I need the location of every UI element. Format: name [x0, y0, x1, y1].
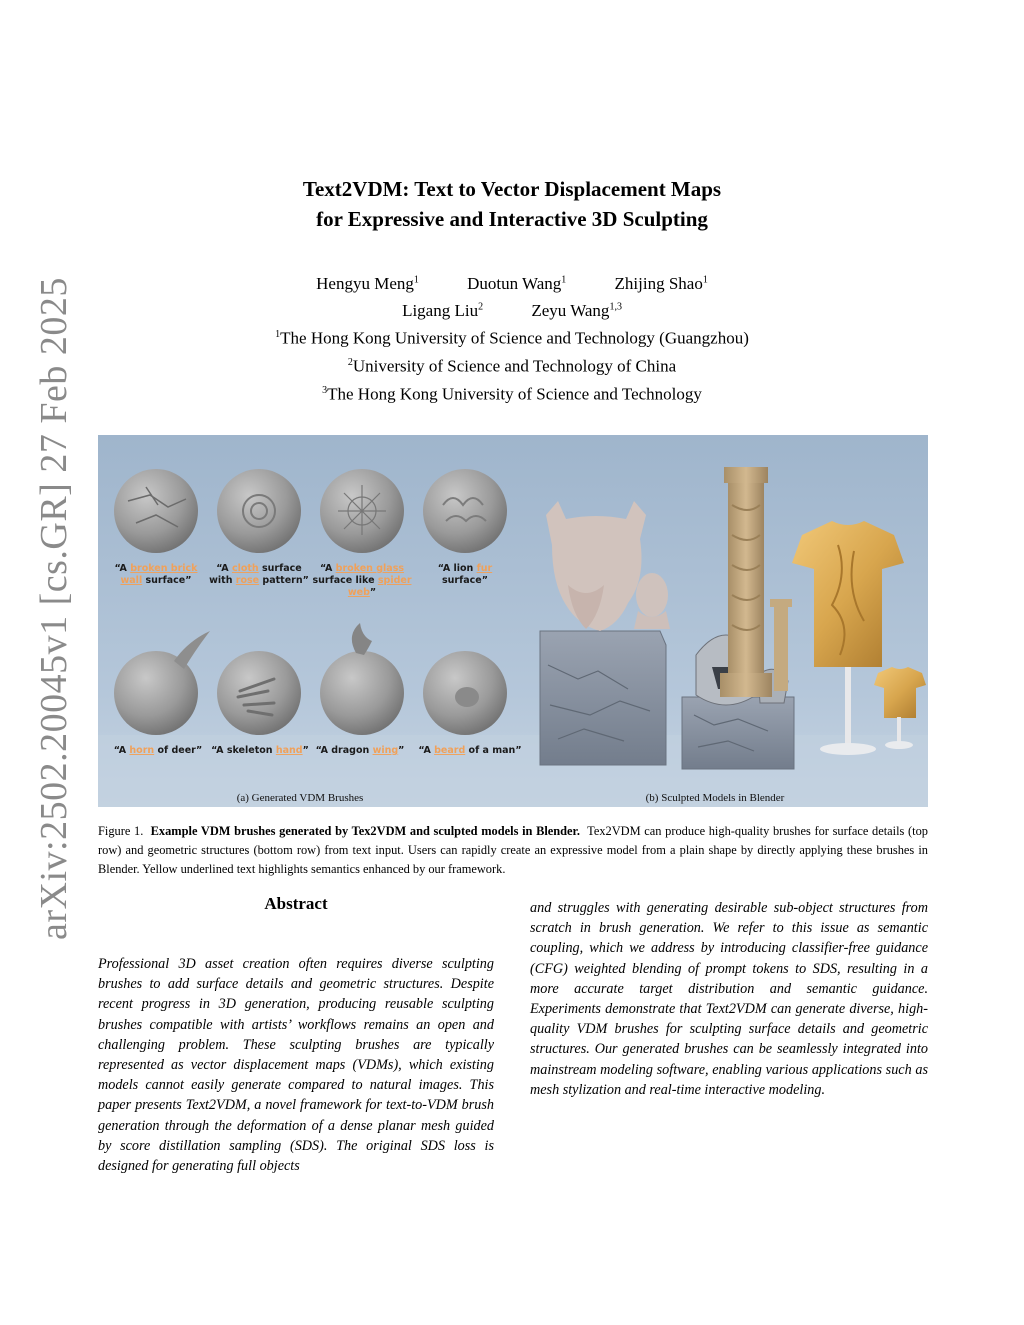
svg-text:“A dragon wing”: “A dragon wing”: [315, 745, 405, 756]
brush-sphere-fur: [423, 469, 507, 553]
svg-text:“A beard of a man”: “A beard of a man”: [418, 745, 522, 756]
author: Ligang Liu$^2$: [402, 301, 484, 321]
svg-text:“A skeleton hand”: “A skeleton hand”: [211, 745, 309, 756]
figure-caption: [98, 822, 928, 879]
figure-illustration: [98, 435, 928, 807]
abstract-heading: Abstract: [264, 894, 328, 913]
author-row-2: [0, 296, 1024, 324]
svg-text:surface like spider: surface like spider: [312, 575, 412, 586]
panel-a-label: (a) Generated VDM Brushes: [236, 792, 364, 804]
caption-bold: Example VDM brushes generated by Tex2VDM and sculpted models in Blender.: [150, 824, 581, 838]
author: Zeyu Wang$^{1,3}$: [531, 301, 622, 321]
affiliation: $^1$The Hong Kong University of Science and Technology (Guangzhou): [275, 328, 749, 348]
svg-text:surface”: surface”: [442, 575, 488, 586]
panel-b-label: (b) Sculpted Models in Blender: [645, 792, 785, 804]
svg-text:“A lion fur: “A lion fur: [437, 563, 493, 574]
brush-sphere-cloth: [217, 469, 301, 553]
title-line-1: Text2VDM: Text to Vector Displacement Maps: [302, 177, 722, 201]
figure-1: [98, 435, 928, 807]
svg-text:“A broken brick: “A broken brick: [114, 563, 198, 574]
brush-sphere-brick: [114, 469, 198, 553]
affiliation: $^3$The Hong Kong University of Science and Technology: [322, 384, 702, 404]
author: Duotun Wang$^1$: [467, 273, 567, 293]
author-block: [0, 268, 1024, 406]
svg-text:with rose pattern”: with rose pattern”: [209, 575, 309, 586]
paper-title: [0, 174, 1024, 234]
author-row-1: [0, 268, 1024, 296]
abstract-text-left: Professional 3D asset creation often requires diverse sculpting brushes to add surface details and geometric structures. Despite recent progress in 3D generation, producing reusable sculpting brushes compatible with artists’ workflows remains an open and challenging problem. These sculpting brushes are typically represented as vector displacement maps (VDMs), which existing models cannot easily generate compared to natural images. This paper presents Text2VDM, a novel framework for text-to-VDM brush generation through the deformation of a dense planar mesh guided by score distillation sampling (SDS). The original SDS loss is designed for generating full objects: [98, 956, 494, 1175]
svg-text:“A broken glass: “A broken glass: [319, 563, 405, 574]
arxiv-identifier: arXiv:2502.20045v1 [cs.GR] 27 Feb 2025: [33, 277, 75, 940]
title-line-2: for Expressive and Interactive 3D Sculpting: [316, 207, 708, 231]
bottom-brush-labels: [114, 745, 522, 756]
svg-text:wall surface”: wall surface”: [120, 575, 192, 586]
svg-text:“A horn of deer”: “A horn of deer”: [113, 745, 203, 756]
author: Zhijing Shao$^1$: [614, 273, 708, 293]
author: Hengyu Meng$^1$: [316, 273, 419, 293]
svg-text:web”: web”: [347, 587, 377, 598]
caption-label: Figure 1.: [98, 824, 144, 838]
brush-sphere-wing: [320, 651, 404, 735]
caption-text: Tex2VDM can produce high-quality brushes for surface details (top row) and geometric structures (bottom row) from text input. Users can rapidly create an expressive model from a plain shape by directly applying these brushes in Blender. Yellow underlined text highlights semantics enhanced by our framework.: [98, 824, 928, 876]
svg-text:“A cloth surface: “A cloth surface: [216, 563, 302, 574]
abstract-text-right: and struggles with generating desirable sub-object structures from scratch in brush generation. We refer to this issue as semantic coupling, which we address by introducing classifier-free guidance (CFG) weighted blending of prompt tokens to SDS, resulting in a more accurate target distribution and semantic guidance. Experiments demonstrate that Text2VDM can generate diverse, high-quality VDM brushes for sculpting surface details and geometric structures. Our generated brushes can be seamlessly integrated into mainstream modeling software, enabling various applications such as mesh stylization and real-time interactive modeling.: [530, 900, 928, 1098]
affiliation: $^2$University of Science and Technology of China: [347, 356, 677, 376]
